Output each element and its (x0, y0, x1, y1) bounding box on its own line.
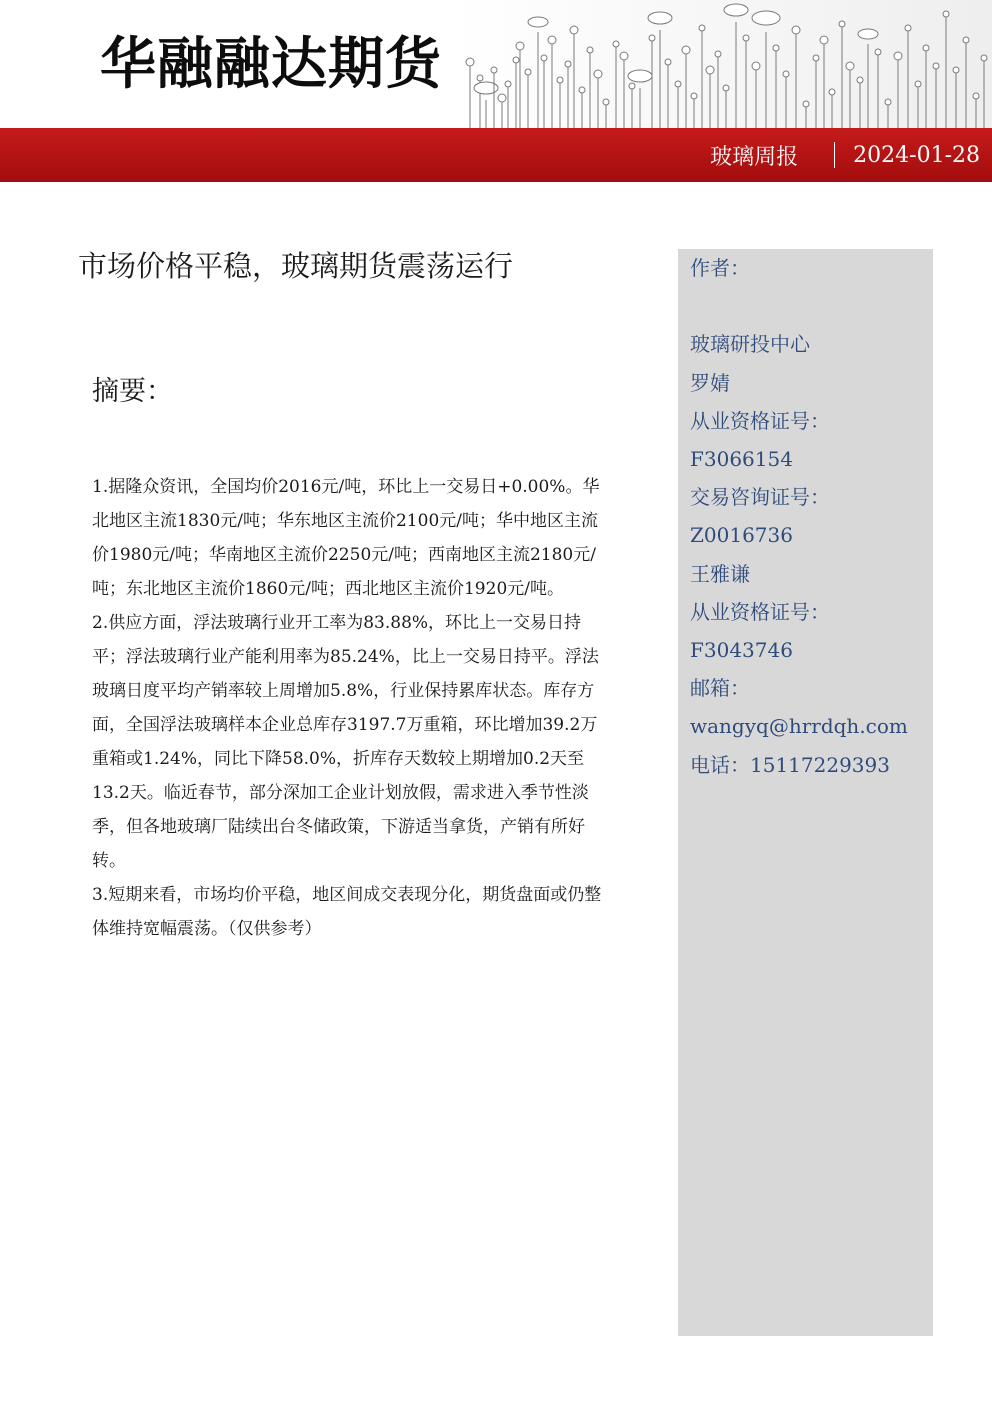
deco-circle (629, 83, 635, 89)
author1-consult: Z0016736 (690, 523, 793, 548)
report-title: 市场价格平稳，玻璃期货震荡运行 (78, 249, 514, 283)
deco-circle (773, 45, 779, 51)
deco-circle (813, 55, 819, 61)
deco-circle (752, 62, 760, 70)
deco-circle (587, 47, 593, 53)
deco-circle (923, 45, 929, 51)
author1-cert-label: 从业资格证号： (690, 408, 830, 433)
deco-circle (594, 70, 602, 78)
deco-circle (525, 69, 531, 75)
author2-name: 王雅谦 (690, 561, 750, 586)
phone: 电话：15117229393 (690, 752, 890, 777)
deco-circle (846, 62, 854, 70)
deco-circle (875, 49, 881, 55)
deco-circle (613, 41, 619, 47)
deco-circle (665, 59, 671, 65)
deco-circle (724, 4, 748, 16)
band-divider (834, 142, 835, 168)
deco-circle (839, 21, 845, 27)
department: 玻璃研投中心 (690, 332, 810, 357)
deco-circle (943, 11, 949, 17)
deco-circle (905, 25, 911, 31)
deco-circle (513, 57, 519, 63)
summary-paragraph-2: 2.供应方面，浮法玻璃行业开工率为83.88%，环比上一交易日持平；浮法玻璃行业产能利用率为85.24%，比上一交易日持平。浮法玻璃日度平均产销率较上周增加5.8%，行业保持累库状态。库存方面，全国浮法玻璃样本企业总库存3197.7万重箱，环比增加39.2万重箱或1.24%，同比下降58.0%，折库存天数较上期增加0.2天至13.2天。临近春节，部分深加工企业计划放假，需求进入季节性淡季，但各地玻璃厂陆续出台冬储政策，下游适当拿货，产销有所好转。 (92, 613, 599, 871)
deco-circle (491, 67, 497, 73)
report-type: 玻璃周报 (710, 144, 799, 170)
deco-circle (981, 55, 987, 61)
deco-circle (743, 35, 749, 41)
summary-body (92, 470, 614, 946)
deco-circle (628, 70, 652, 82)
deco-circle (620, 52, 628, 60)
author2-cert-label: 从业资格证号： (690, 599, 830, 624)
deco-circle (963, 37, 969, 43)
deco-circle (953, 67, 959, 73)
deco-circle (648, 12, 672, 24)
deco-circle (477, 75, 483, 81)
deco-circle (570, 26, 578, 34)
report-date: 2024-01-28 (853, 142, 980, 168)
deco-circle (857, 77, 863, 83)
deco-circle (691, 93, 697, 99)
deco-circle (706, 66, 714, 74)
deco-circle (803, 101, 809, 107)
deco-circle (516, 42, 524, 50)
author1-cert: F3066154 (690, 447, 793, 471)
deco-circle (505, 81, 511, 87)
email-address[interactable]: wangyq@hrrdqh.com (690, 714, 908, 739)
deco-circle (723, 85, 729, 91)
summary-heading: 摘要： (92, 376, 173, 407)
author2-cert: F3043746 (690, 638, 793, 663)
deco-circle (498, 94, 506, 102)
deco-circle (541, 55, 547, 61)
summary-paragraph-1: 1.据隆众资讯，全国均价2016元/吨，环比上一交易日+0.00%。华北地区主流1830元/吨；华东地区主流价2100元/吨；华中地区主流价1980元/吨；华南地区主流价2250元/吨；西南地区主流2180元/吨；东北地区主流价1860元/吨；西北地区主流价1920元/吨。 (92, 477, 600, 599)
band-text (710, 128, 980, 182)
deco-circle (829, 89, 835, 95)
header-band (0, 128, 992, 182)
deco-circle (973, 93, 979, 99)
author-label: 作者： (690, 256, 750, 280)
deco-circle (894, 52, 902, 60)
sidebar-spacer (690, 287, 930, 325)
header-decoration (456, 0, 992, 128)
deco-circle (858, 29, 878, 39)
deco-circle (557, 77, 563, 83)
deco-circle (675, 81, 681, 87)
deco-circle (649, 35, 655, 41)
deco-circle (528, 17, 548, 27)
deco-circle (885, 99, 891, 105)
deco-circle (548, 36, 556, 44)
deco-circle (792, 26, 800, 34)
deco-circle (682, 46, 690, 54)
deco-circle (933, 63, 939, 69)
author1-consult-label: 交易咨询证号： (690, 485, 830, 510)
author-sidebar (678, 249, 933, 1336)
deco-circle (820, 36, 828, 44)
deco-circle (466, 58, 474, 66)
deco-circle (752, 11, 780, 25)
deco-circle (699, 25, 705, 31)
company-logo: 华融融达期货 (100, 32, 442, 97)
deco-circle (579, 87, 585, 93)
summary-paragraph-3: 3.短期来看，市场均价平稳，地区间成交表现分化，期货盘面或仍整体维持宽幅震荡。（仅供参考） (92, 885, 602, 939)
email-label: 邮箱： (690, 676, 750, 701)
author1-name: 罗婧 (690, 370, 730, 395)
deco-circle (915, 81, 921, 87)
deco-circle (715, 51, 721, 57)
deco-circle (565, 61, 571, 67)
deco-circle (603, 99, 609, 105)
deco-circle (783, 71, 789, 77)
